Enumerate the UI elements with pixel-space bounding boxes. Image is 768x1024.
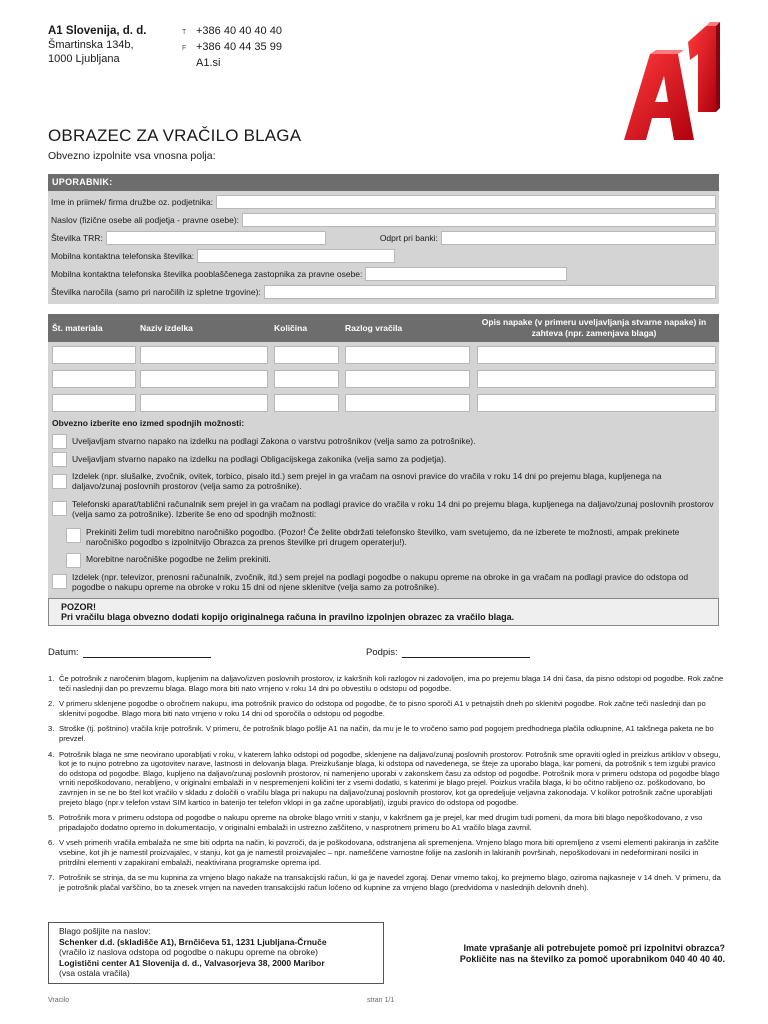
col-defect-description: Opis napake (v primeru uveljavljanja stvarne napake) in zahteva (npr. zamenjava blaga): [481, 317, 707, 338]
account-label: Številka TRR:: [51, 233, 103, 243]
footer-doc-name: Vracilo: [48, 997, 70, 1004]
option-checkbox-keep-contract[interactable]: [66, 553, 81, 568]
table-cell[interactable]: [140, 346, 268, 364]
note-item: 2. V primeru sklenjene pogodbe o obročnem nakupu, ima potrošnik pravico do odstopa od pogodbe, če to pisno sporoči A1 v petnajstih dneh po sklenitvi pogodbe. Rok začne teči naslednji dan po sklenitvi pogodbe. Blago mora biti nato vrnjeno v roku 14 dni od sporočila o odstopu od pogodbe.: [48, 699, 724, 718]
option-installment-return: Izdelek (npr. televizor, prenosni računalnik, zvočnik, itd.) sem prejel na podlagi pogodbe o nakupu opreme na obroke in ga vračam na podlagi pravice do odstopa od pogodbe o nakupu opreme na obroke v roku 15 dni od njene sklenitve (velja samo za potrošnike).: [72, 572, 689, 592]
table-cell[interactable]: [477, 346, 716, 364]
note-item: 4. Potrošnik blaga ne sme neovirano uporabljati v roku, v katerem lahko odstopi od pogodbe, sklenjene na daljavo/zunaj poslovnih prostorov. Potrošnik sme opraviti ogled in preizkus artiklov v obsegu, kot je to nujno potrebno za ugotovitev narave, lastnosti in delovanja blaga. Preizkušanje blaga, ki odstopa od navedenega, se šteje za uporabo blaga, kar pomeni, da potrošnik s tem izgubi pravico do odstopa od pogodbe. Blago, kupljeno na daljavo/zunaj poslovnih prostorov, ni namenjeno uporabi v zakonskem času za odstop od pogodbe. Potrošnik mora v primeru odstopa od pogodbe blago vrniti nepoškodovano, nerabljeno, v originalni embalaži in v nespremenjeni količini ter z vsemi dodatki, s katerimi je blago prejel. Poizkus vračila blaga, ki bo očitno rabljeno oz. poškodovano, bo zavrnjen in se ne bo štel kot vračilo v skladu z določili o vračilu blaga pri nakupu na daljavo/zunaj poslovnih prostorov, kot ga opredeljuje veljavna zakonodaja. V kolikor potrošnik začne uporabljati prejeto blago (npr.v telefon vstavi SIM kartico in baterijo ter telefon vklopi in ga začne uporabljati), izgubi pravico do odstopa od pogodbe.: [48, 750, 724, 808]
note-text: Če potrošnik z naročenim blagom, kupljenim na daljavo/izven poslovnih prostorov, iz kakršnih koli razlogov ni zadovoljen, ima po prejemu blaga 14 dni časa, da pisno odstopi od pogodbe. Rok začne teči naslednji dan po prevzemu blaga. Blago mora biti nato vrnjeno v roku 14 dni po obvestilu o odstopu od pogodbe.: [59, 674, 724, 693]
table-cell[interactable]: [52, 394, 136, 412]
note-item: 7. Potrošnik se strinja, da se mu kupnina za vrnjeno blago nakaže na transakcijski račun, ki ga je navedel zgoraj. Denar vrnemo takoj, ko prejmemo blago, oziroma najkasneje v 14 dneh. V primeru, da je potrošnik plačal varščino, bo ta znesek vrnjen na naveden transakcijski račun ločeno od kupnine za vrnjeno blago (predvidoma v naslednjih delovnih dneh).: [48, 873, 724, 892]
option-checkbox-company-defect[interactable]: [52, 452, 67, 467]
option-keep-contract: Morebitne naročniške pogodbe ne želim prekiniti.: [86, 554, 271, 564]
option-terminate-contract: Prekiniti želim tudi morebitno naročniško pogodbo. (Pozor! Če želite obdržati telefonsko številko, vam svetujemo, da ne izberete te možnosti, ampak prekinete naročniško pogodbo s izpolnitvijo Obrazca za prenos številke pri drugem operaterju!).: [86, 527, 680, 547]
account-field[interactable]: [106, 231, 326, 245]
option-checkbox-terminate-contract[interactable]: [66, 528, 81, 543]
note-item: 5. Potrošnik mora v primeru odstopa od pogodbe o nakupu opreme na obroke blago vrniti v stanju, v kakršnem ga je prejel, kar med drugim tudi pomeni, da mora biti blago nepoškodovano, z vso pripadajočo dodatno opremo in dokumentacijo, v originalni embalaži in ustrezno zaščiteno, v nasprotnem primeru bo A1 vračilo blaga zavrnil.: [48, 813, 724, 832]
col-material: Št. materiala: [52, 323, 103, 333]
note-item: 6. V vseh primerih vračila embalaža ne sme biti odprta na način, ki povzroči, da je poškodovana, odstranjena ali spremenjena. Vrnjeno blago mora biti opremljeno z vsemi elementi pakiranja in zaščite vsebine, kot jih je namestil proizvajalec, v stanju, kot ga je namestil proizvajalec – npr. nameščene varnostne folije na zaslonih in lakiranih površinah, nepoškodovani in nedeformirani nosilci in pritrdilni elementi v zapakirani embalaži, neaktivirana programske oprema ipd.: [48, 838, 724, 867]
items-table-header: [48, 314, 719, 342]
mobile-rep-label: Mobilna kontaktna telefonska številka pooblaščenega zastopnika za pravne osebe:: [51, 269, 363, 279]
table-cell[interactable]: [274, 370, 339, 388]
form-subtitle: Obvezno izpolnite vsa vnosna polja:: [48, 150, 216, 162]
bank-label: Odprt pri banki:: [379, 233, 438, 243]
table-cell[interactable]: [52, 370, 136, 388]
mobile-label: Mobilna kontaktna telefonska številka:: [51, 251, 195, 261]
company-web: A1.si: [196, 57, 221, 69]
option-checkbox-accessory-return[interactable]: [52, 474, 67, 489]
date-field[interactable]: [83, 648, 211, 658]
table-cell[interactable]: [345, 394, 470, 412]
col-quantity: Količina: [274, 323, 308, 333]
mobile-rep-field[interactable]: [365, 267, 567, 281]
warning-text: Pri vračilu blaga obvezno dodati kopijo originalnega računa in pravilno izpolnjen obrazec za vračilo blaga.: [61, 612, 515, 622]
footer-page-number: stran 1/1: [367, 997, 395, 1004]
return-address-line1-note: (vračilo iz naslova odstopa od pogodbe o nakupu opreme na obroke): [59, 947, 318, 957]
signature-row: [366, 647, 530, 658]
table-cell[interactable]: [345, 370, 470, 388]
phone-label: T: [182, 29, 187, 36]
date-label: Datum:: [48, 647, 79, 658]
user-section-heading: UPORABNIK:: [48, 174, 719, 191]
fax-label: F: [182, 45, 187, 52]
company-address: [48, 24, 146, 66]
table-cell[interactable]: [140, 394, 268, 412]
return-address-line1: Schenker d.d. (skladišče A1), Brnčičeva 51, 1231 Ljubljana-Črnuče: [59, 936, 327, 947]
help-line1: Imate vprašanje ali potrebujete pomoč pri izpolnitvi obrazca?: [463, 943, 725, 953]
col-reason: Razlog vračila: [345, 323, 403, 333]
order-field[interactable]: [264, 285, 716, 299]
col-product-name: Naziv izdelka: [140, 323, 193, 333]
table-cell[interactable]: [274, 346, 339, 364]
form-title: OBRAZEC ZA VRAČILO BLAGA: [48, 126, 302, 145]
address-label: Naslov (fizične osebe ali podjetja - pravne osebe):: [51, 215, 240, 225]
company-name: A1 Slovenija, d. d.: [48, 25, 147, 37]
note-text: Potrošnik blaga ne sme neovirano uporabljati v roku, v katerem lahko odstopi od pogodbe, sklenjene na daljavo/zunaj poslovnih prostorov. Potrošnik sme opraviti ogled in preizkus artiklov v obsegu, kot je to nujno potrebno za ugotovitev narave, lastnosti in delovanja blaga. Preizkušanje blaga, ki odstopa od navedenega, se šteje za uporabo blaga, kar pomeni, da potrošnik s tem izgubi pravico do odstopa od pogodbe. Blago, kupljeno na daljavo/zunaj poslovnih prostorov, ni namenjeno uporabi v zakonskem času za odstop od pogodbe. Potrošnik mora v primeru odstopa od pogodbe blago vrniti nepoškodovano, nerabljeno, v originalni embalaži in v nespremenjeni količini ter z vsemi dodatki, s katerimi je blago prejel. Poizkus vračila blaga, ki bo očitno rabljeno oz. poškodovano, bo zavrnjen in se ne bo štel kot vračilo v skladu z določili o vračilu blaga pri nakupu na daljavo/zunaj poslovnih prostorov, kot ga opredeljuje veljavna zakonodaja. V kolikor potrošnik začne uporabljati prejeto blago (npr.v telefon vstavi SIM kartico in baterijo ter telefon vklopi in ga začne uporabljati), izgubi pravico do odstopa od pogodbe.: [59, 749, 721, 807]
return-address-intro: Blago pošljite na naslov:: [59, 926, 151, 936]
table-cell[interactable]: [477, 370, 716, 388]
note-text: V primeru sklenjene pogodbe o obročnem nakupu, ima potrošnik pravico do odstopa od pogodbe, če to pisno sporoči A1 v petnajstih dneh po sklenitvi pogodbe. Rok začne teči naslednji dan po sklenitvi pogodbe. Blago mora biti nato vrnjeno v roku 14 dni od sporočila o odstopu od pogodbe.: [59, 699, 706, 718]
order-label: Številka naročila (samo pri naročilih iz spletne trgovine):: [51, 287, 261, 297]
table-cell[interactable]: [477, 394, 716, 412]
company-fax: +386 40 44 35 99: [196, 41, 282, 53]
a1-logo: [620, 20, 720, 146]
bank-field[interactable]: [441, 231, 716, 245]
return-address-box: [48, 922, 384, 984]
address-field[interactable]: [242, 213, 716, 227]
note-text: Stroške (tj. poštnino) vračila krije potrošnik. V primeru, če potrošnik blago pošlje A1 na način, da mu je le to vročeno samo pod pogojem predhodnega plačila odkupnine, A1 takšnega paketa ne bo prevzel.: [59, 724, 714, 743]
terms-notes: [48, 674, 724, 898]
option-checkbox-device-return[interactable]: [52, 501, 67, 516]
option-accessory-return: Izdelek (npr. slušalke, zvočnik, ovitek, torbico, pisalo itd.) sem prejel in ga vračam na osnovi pravice do vračila v roku 14 dni po prejemu blaga, kupljenega na daljavo/zunaj poslovnih prostorov (velja samo za potrošnike).: [72, 471, 662, 491]
table-cell[interactable]: [345, 346, 470, 364]
name-field[interactable]: [216, 195, 716, 209]
help-line2: Pokličite nas na številko za pomoč uporabnikom 040 40 40 40.: [459, 953, 725, 964]
table-cell[interactable]: [140, 370, 268, 388]
help-text: [400, 943, 725, 964]
option-device-return: Telefonski aparat/tablični računalnik sem prejel in ga vračam na podlagi pravice do vračila v roku 14 dni po prejemu blaga, kupljenega na daljavo/zunaj poslovnih prostorov (velja samo za potrošnike). Izberite še eno od spodnjih možnosti:: [72, 499, 714, 519]
note-text: Potrošnik mora v primeru odstopa od pogodbe o nakupu opreme na obroke blago vrniti v stanju, v kakršnem ga je prejel, kar med drugim tudi pomeni, da mora biti blago nepoškodovano, z vso pripadajočo dodatno opremo in dokumentacijo, v originalni embalaži in ustrezno zaščiteno, v nasprotnem primeru bo A1 vračilo blaga zavrnil.: [59, 813, 703, 832]
company-contact: [182, 24, 282, 70]
note-text: V vseh primerih vračila embalaža ne sme biti odprta na način, ki povzroči, da je poškodovana, odstranjena ali spremenjena. Vrnjeno blago mora biti opremljeno z vsemi elementi pakiranja in zaščite vsebine, kot jih je namestil proizvajalec, v stanju, kot ga je namestil proizvajalec – npr. nameščene varnostne folije na zaslonih in lakiranih površinah, nepoškodovani in nedeformirani nosilci in pritrdilni elementi v zapakirani embalaži, neaktivirana programske oprema ipd.: [59, 838, 719, 867]
table-cell[interactable]: [52, 346, 136, 364]
table-cell[interactable]: [274, 394, 339, 412]
option-checkbox-consumer-defect[interactable]: [52, 434, 67, 449]
company-city: 1000 Ljubljana: [48, 53, 120, 65]
return-options: [48, 414, 719, 598]
option-company-defect: Uveljavljam stvarno napako na izdelku na podlagi Obligacijskega zakonika (velja samo za podjetja).: [72, 454, 447, 464]
option-consumer-defect: Uveljavljam stvarno napako na izdelku na podlagi Zakona o varstvu potrošnikov (velja samo za potrošnike).: [72, 436, 476, 446]
name-label: Ime in priimek/ firma družbe oz. podjetnika:: [51, 197, 214, 207]
return-address-line2: Logistični center A1 Slovenija d. d., Valvasorjeva 38, 2000 Maribor: [59, 957, 325, 968]
date-row: [48, 647, 211, 658]
note-item: 3. Stroške (tj. poštnino) vračila krije potrošnik. V primeru, če potrošnik blago pošlje A1 na način, da mu je le to vročeno samo pod pogojem predhodnega plačila odkupnine, A1 takšnega paketa ne bo prevzel.: [48, 724, 724, 743]
company-street: Šmartinska 134b,: [48, 39, 134, 51]
signature-field[interactable]: [402, 648, 530, 658]
options-heading: Obvezno izberite eno izmed spodnjih možnosti:: [52, 418, 245, 428]
note-item: 1. Če potrošnik z naročenim blagom, kupljenim na daljavo/izven poslovnih prostorov, iz kakršnih koli razlogov ni zadovoljen, ima po prejemu blaga 14 dni časa, da pisno odstopi od pogodbe. Rok začne teči naslednji dan po prevzemu blaga. Blago mora biti nato vrnjeno v roku 14 dni po obvestilu o odstopu od pogodbe.: [48, 674, 724, 693]
warning-box: [48, 598, 719, 626]
note-text: Potrošnik se strinja, da se mu kupnina za vrnjeno blago nakaže na transakcijski račun, ki ga je navedel zgoraj. Denar vrnemo takoj, ko prejmemo blago, oziroma najkasneje v 14 dneh. V primeru, da je potrošnik plačal varščino, bo ta znesek vrnjen na naveden transakcijski račun ločeno od kupnine za vrnjeno blago (predvidoma v naslednjih delovnih dneh).: [59, 873, 721, 892]
return-address-line2-note: (vsa ostala vračila): [59, 968, 130, 978]
user-section: [48, 174, 719, 304]
signature-label: Podpis:: [366, 647, 398, 658]
mobile-field[interactable]: [197, 249, 395, 263]
option-checkbox-installment-return[interactable]: [52, 574, 67, 589]
warning-title: POZOR!: [61, 602, 96, 612]
company-phone: +386 40 40 40 40: [196, 25, 282, 37]
